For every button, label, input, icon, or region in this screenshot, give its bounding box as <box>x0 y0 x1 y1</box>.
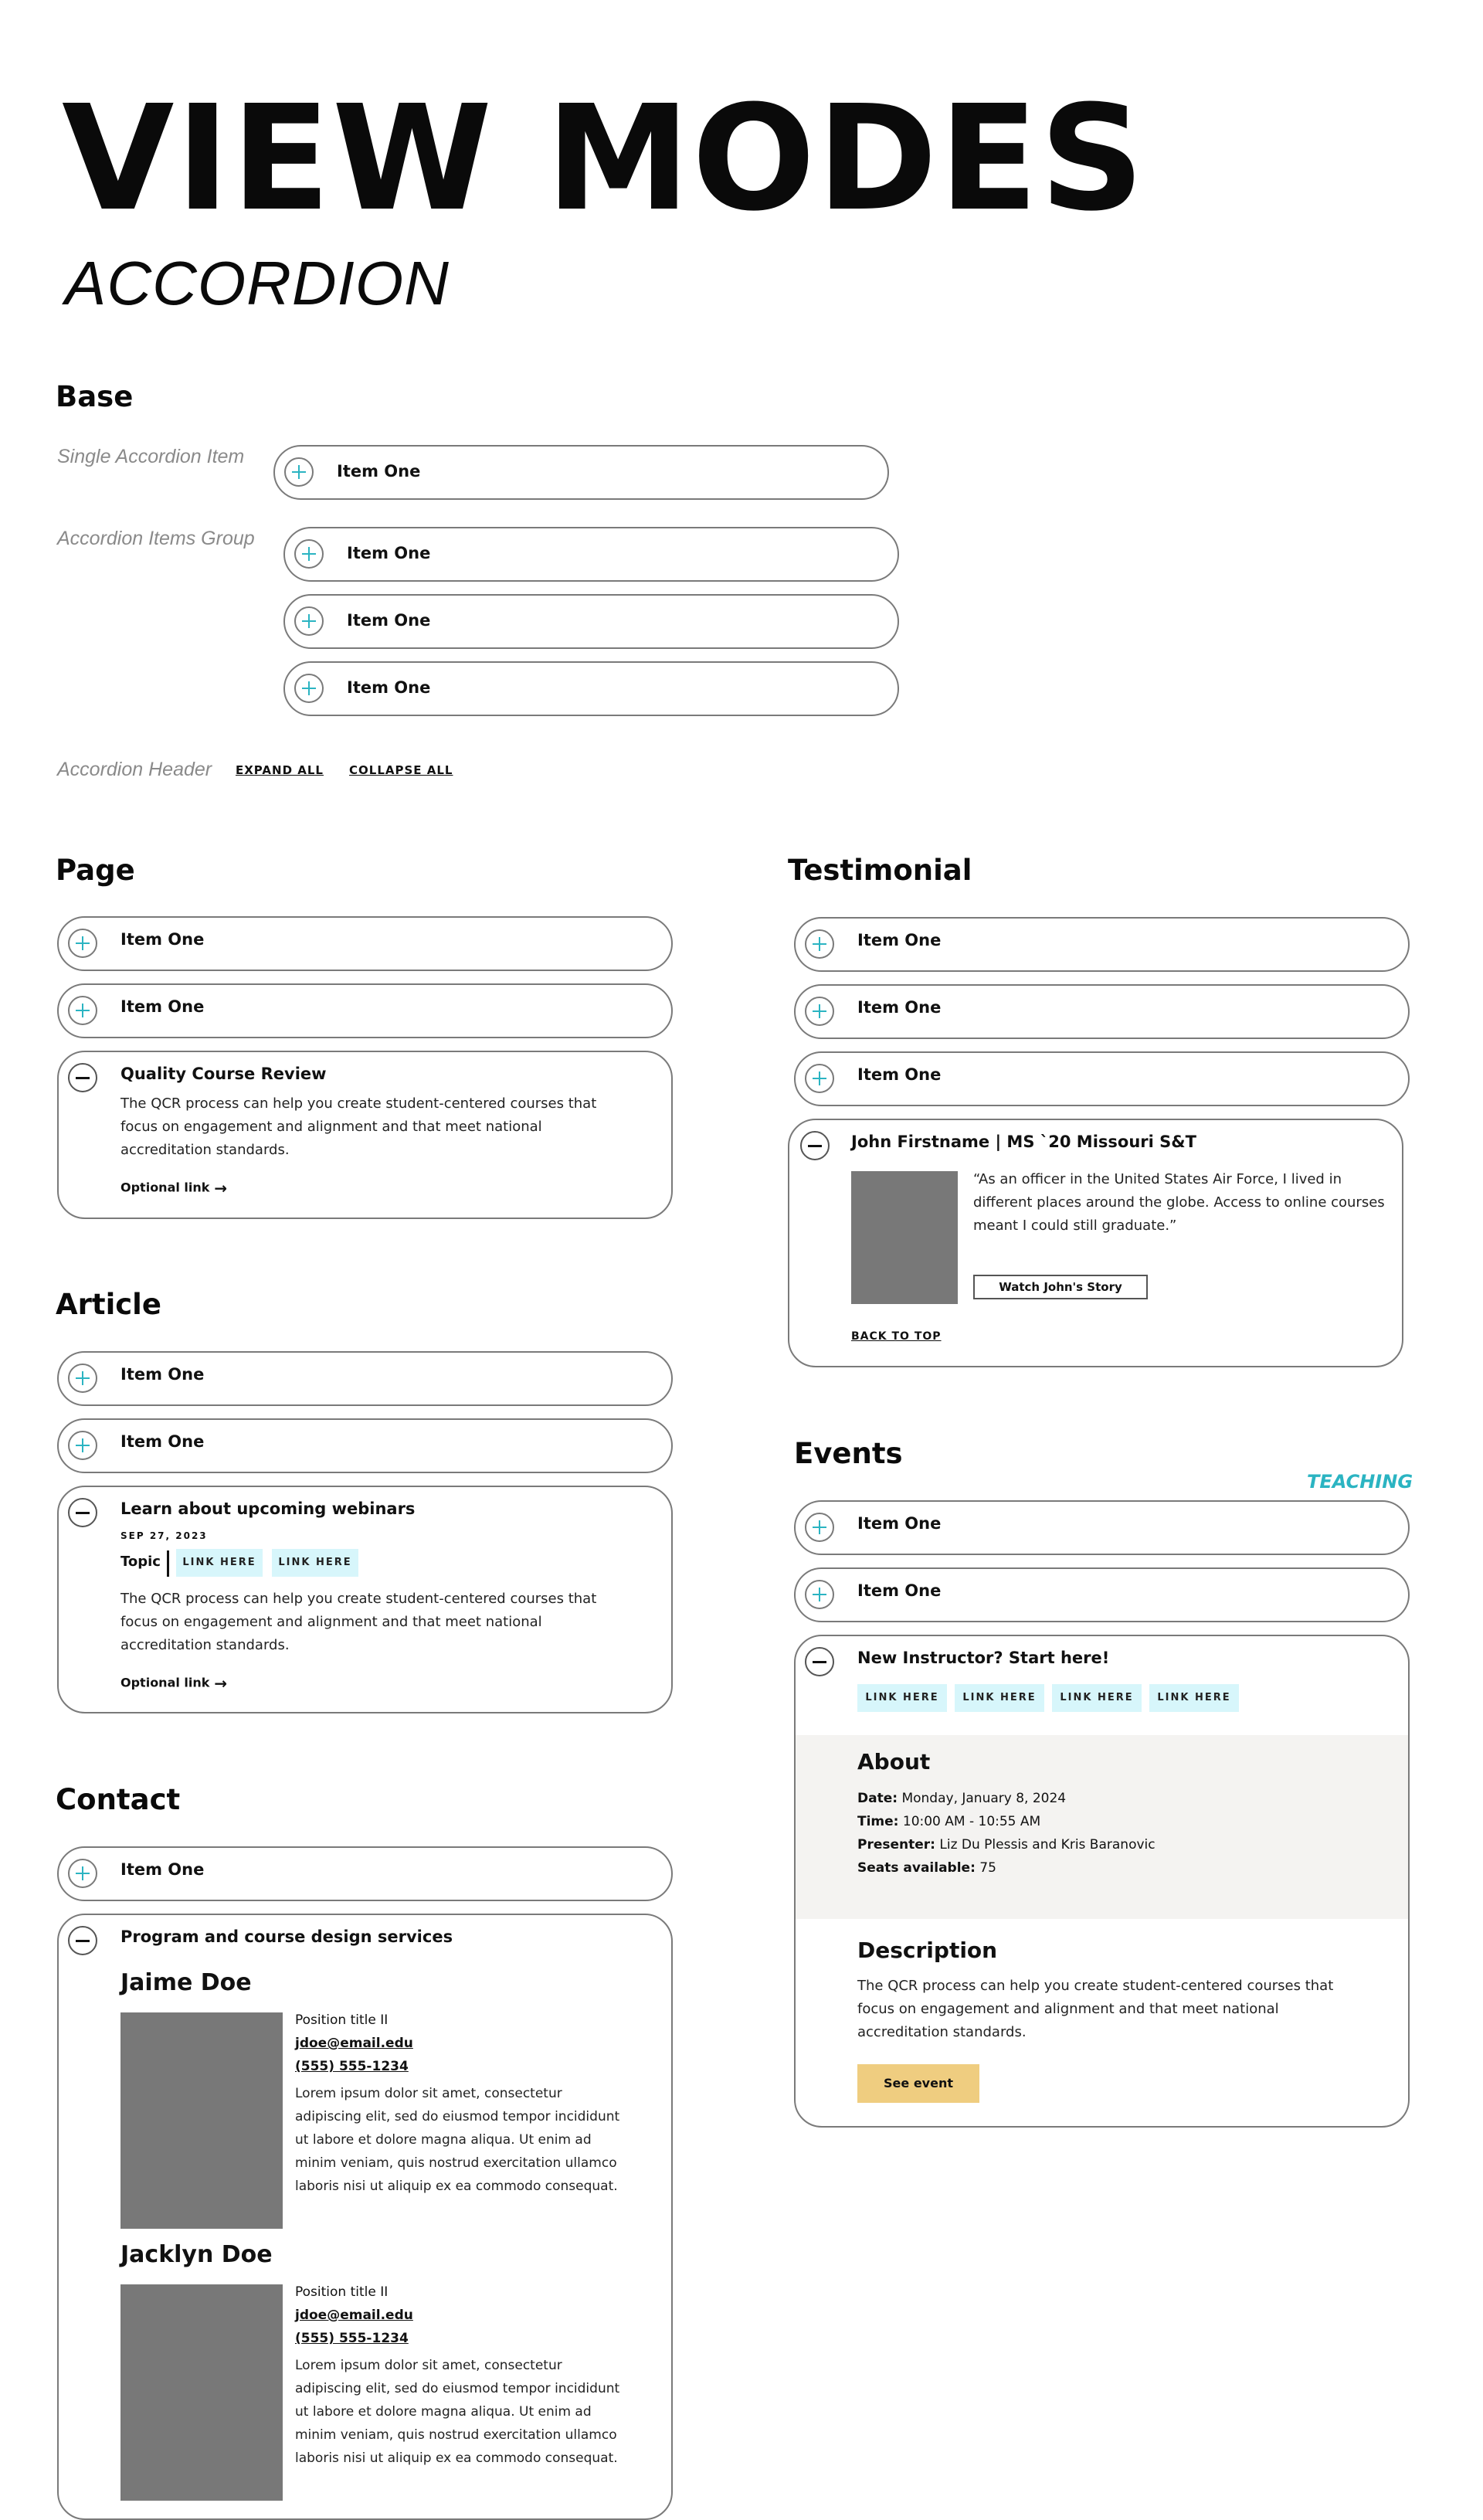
accordion-item-label: Item One <box>347 611 431 630</box>
accordion-item[interactable] <box>283 527 899 582</box>
accordion-item-label: Item One <box>857 1065 942 1084</box>
seats-label: Seats available: <box>857 1860 976 1876</box>
topic-tag[interactable]: LINK HERE <box>272 1549 358 1577</box>
optional-link-label: Optional link <box>120 1675 210 1690</box>
accordion-item-label: Item One <box>120 1432 205 1451</box>
event-tag[interactable]: LINK HERE <box>1149 1684 1239 1712</box>
accordion-item-open[interactable] <box>57 1914 673 2520</box>
testimonial-quote: “As an officer in the United States Air Force, I lived in different places around the globe. Access to online courses meant I could still graduate.” <box>973 1171 1385 1234</box>
plus-icon[interactable] <box>805 1580 834 1609</box>
accordion-item-title: John Firstname | MS `20 Missouri S&T <box>851 1133 1196 1151</box>
accordion-item-label: Item One <box>347 678 431 697</box>
accordion-item[interactable] <box>283 661 899 716</box>
plus-icon[interactable] <box>284 457 314 487</box>
topic-divider <box>167 1550 169 1577</box>
single-accordion-label: Single Accordion Item <box>57 446 245 467</box>
accordion-item-label: Item One <box>120 1860 205 1879</box>
event-tag[interactable]: LINK HERE <box>857 1684 947 1712</box>
date-value: Monday, January 8, 2024 <box>901 1791 1067 1806</box>
arrow-right-icon: → <box>214 1179 228 1197</box>
accordion-item-open[interactable] <box>794 1635 1410 2128</box>
accordion-item[interactable] <box>57 916 673 971</box>
accordion-item[interactable] <box>794 917 1410 972</box>
contact-photo <box>120 2012 283 2229</box>
page-title: VIEW MODES <box>62 74 1146 243</box>
article-heading: Article <box>56 1288 161 1321</box>
plus-icon[interactable] <box>294 606 324 636</box>
optional-link-label: Optional link <box>120 1180 210 1195</box>
plus-icon[interactable] <box>294 674 324 703</box>
accordion-item-label: Item One <box>857 998 942 1017</box>
event-tag[interactable]: LINK HERE <box>955 1684 1044 1712</box>
article-date: SEP 27, 2023 <box>120 1530 208 1541</box>
accordion-item[interactable] <box>57 1846 673 1901</box>
accordion-item-label: Item One <box>337 462 421 481</box>
accordion-item[interactable] <box>794 1051 1410 1106</box>
description-body: The QCR process can help you create student-centered courses that focus on engagement and alignment and that meet national accreditation standards. <box>857 1978 1334 2040</box>
base-heading: Base <box>56 380 134 413</box>
accordion-item[interactable] <box>794 984 1410 1039</box>
category-label: TEACHING <box>1307 1471 1413 1493</box>
accordion-header-label: Accordion Header <box>57 759 212 780</box>
contact-name: Jaime Doe <box>120 1969 252 1996</box>
contact-position: Position title II <box>295 2284 389 2300</box>
contact-position: Position title II <box>295 2012 389 2028</box>
accordion-item[interactable] <box>794 1567 1410 1622</box>
page-heading: Page <box>56 854 135 887</box>
plus-icon[interactable] <box>68 1364 97 1393</box>
events-heading: Events <box>794 1437 903 1470</box>
accordion-item-label: Item One <box>857 1581 942 1600</box>
contact-name: Jacklyn Doe <box>120 2241 273 2268</box>
accordion-group-label: Accordion Items Group <box>57 528 255 549</box>
plus-icon[interactable] <box>805 997 834 1026</box>
event-seats <box>857 1860 996 1876</box>
minus-icon[interactable] <box>68 1498 97 1527</box>
seats-value: 75 <box>979 1860 996 1876</box>
accordion-item[interactable] <box>283 594 899 649</box>
accordion-body-text: The QCR process can help you create student-centered courses that focus on engagement and alignment and that meet national accreditation standards. <box>120 1095 597 1158</box>
accordion-item-open[interactable] <box>57 1051 673 1219</box>
back-to-top-link[interactable]: BACK TO TOP <box>851 1330 942 1343</box>
about-section <box>796 1735 1410 1919</box>
testimonial-heading: Testimonial <box>788 854 972 887</box>
accordion-item-label: Item One <box>857 931 942 949</box>
event-time <box>857 1814 1040 1829</box>
topic-label: Topic <box>120 1554 161 1570</box>
accordion-item[interactable] <box>57 1418 673 1473</box>
minus-icon[interactable] <box>68 1926 97 1955</box>
presenter-value: Liz Du Plessis and Kris Baranovic <box>939 1837 1156 1853</box>
accordion-item-title: New Instructor? Start here! <box>857 1649 1110 1667</box>
expand-all-link[interactable]: EXPAND ALL <box>236 763 324 777</box>
plus-icon[interactable] <box>805 1513 834 1542</box>
topic-tag[interactable]: LINK HERE <box>176 1549 263 1577</box>
see-event-button[interactable]: See event <box>857 2064 979 2103</box>
testimonial-photo <box>851 1171 958 1304</box>
accordion-item-label: Item One <box>347 544 431 562</box>
accordion-item-open[interactable] <box>57 1486 673 1713</box>
contact-heading: Contact <box>56 1783 181 1816</box>
contact-photo <box>120 2284 283 2501</box>
plus-icon[interactable] <box>68 1431 97 1460</box>
event-date <box>857 1791 1066 1806</box>
date-label: Date: <box>857 1791 898 1806</box>
contact-bio: Lorem ipsum dolor sit amet, consectetur adipiscing elit, sed do eiusmod tempor incididunt ut labore et dolore magna aliqua. Ut enim ad minim veniam, quis nostrud exercitation ullamco laboris nisi ut aliquip ex ea commodo consequat. <box>295 2358 620 2466</box>
event-presenter <box>857 1837 1156 1853</box>
about-heading: About <box>857 1749 931 1775</box>
accordion-item-title: Quality Course Review <box>120 1065 327 1083</box>
plus-icon[interactable] <box>68 929 97 958</box>
time-value: 10:00 AM - 10:55 AM <box>902 1814 1041 1829</box>
accordion-item[interactable] <box>794 1500 1410 1555</box>
optional-link[interactable] <box>120 1674 227 1693</box>
accordion-item[interactable] <box>57 1351 673 1406</box>
time-label: Time: <box>857 1814 899 1829</box>
accordion-item-label: Item One <box>120 997 205 1016</box>
page-subtitle: ACCORDION <box>65 249 450 318</box>
accordion-item-label: Item One <box>120 930 205 949</box>
description-heading: Description <box>857 1938 998 1963</box>
contact-email[interactable]: jdoe@email.edu <box>295 2308 413 2323</box>
collapse-all-link[interactable]: COLLAPSE ALL <box>349 763 453 777</box>
plus-icon[interactable] <box>68 996 97 1025</box>
accordion-item[interactable] <box>57 983 673 1038</box>
accordion-item-open[interactable] <box>788 1119 1403 1367</box>
minus-icon[interactable] <box>68 1063 97 1092</box>
accordion-item-title: Learn about upcoming webinars <box>120 1499 416 1518</box>
contact-phone[interactable]: (555) 555-1234 <box>295 2331 409 2346</box>
accordion-item-title: Program and course design services <box>120 1927 453 1946</box>
accordion-item[interactable] <box>273 445 889 500</box>
contact-phone[interactable]: (555) 555-1234 <box>295 2059 409 2074</box>
arrow-right-icon: → <box>214 1674 228 1693</box>
watch-story-button[interactable]: Watch John's Story <box>973 1275 1148 1299</box>
presenter-label: Presenter: <box>857 1837 935 1853</box>
optional-link[interactable] <box>120 1179 227 1197</box>
minus-icon[interactable] <box>805 1647 834 1676</box>
plus-icon[interactable] <box>805 929 834 959</box>
contact-email[interactable]: jdoe@email.edu <box>295 2036 413 2051</box>
accordion-item-label: Item One <box>857 1514 942 1533</box>
plus-icon[interactable] <box>68 1859 97 1888</box>
plus-icon[interactable] <box>805 1064 834 1093</box>
contact-bio: Lorem ipsum dolor sit amet, consectetur adipiscing elit, sed do eiusmod tempor incididunt ut labore et dolore magna aliqua. Ut enim ad minim veniam, quis nostrud exercitation ullamco laboris nisi ut aliquip ex ea commodo consequat. <box>295 2086 620 2194</box>
minus-icon[interactable] <box>800 1131 830 1160</box>
accordion-item-label: Item One <box>120 1365 205 1384</box>
accordion-body-text: The QCR process can help you create student-centered courses that focus on engagement and alignment and that meet national accreditation standards. <box>120 1591 597 1653</box>
plus-icon[interactable] <box>294 539 324 569</box>
event-tag[interactable]: LINK HERE <box>1052 1684 1142 1712</box>
